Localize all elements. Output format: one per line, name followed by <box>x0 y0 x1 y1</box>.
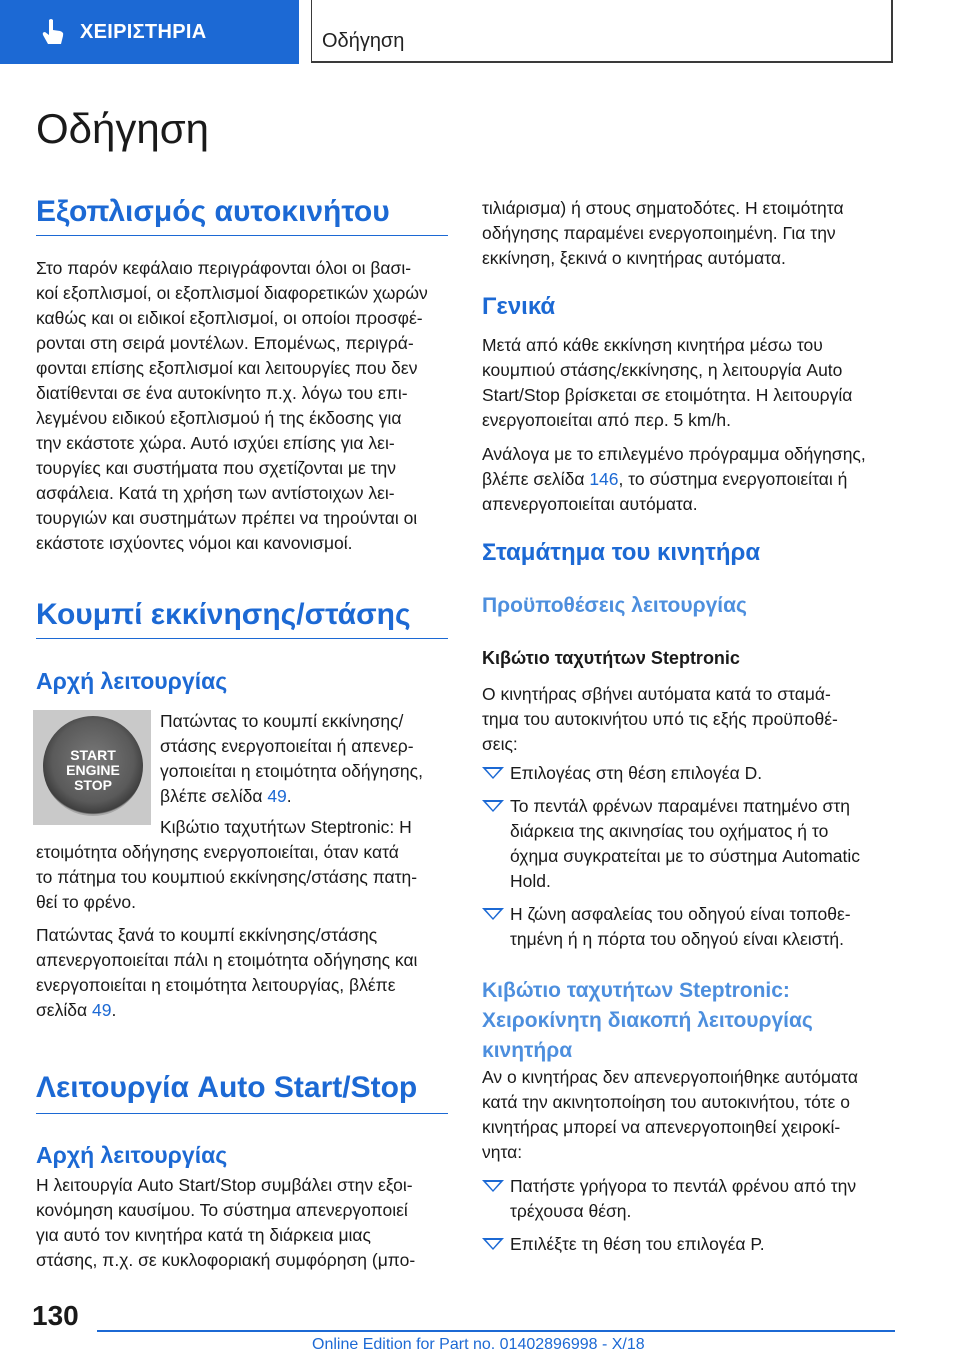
text-line: ρονται στη σειρά μοντέλων. Επομένως, περιγρά- <box>36 333 414 353</box>
button-label-line: STOP <box>74 777 112 793</box>
text-span: , το σύστημα ενεργοποιείται ή <box>618 469 848 489</box>
start-stop-button-image <box>33 710 151 825</box>
text-line: Το πεντάλ φρένων παραμένει πατημένο στη <box>510 796 850 816</box>
text-line: Η ζώνη ασφαλείας του οδηγού είναι τοποθε- <box>510 904 851 924</box>
text-line: διάρκεια της ακινησίας του οχήματος ή το <box>510 821 829 841</box>
page-link[interactable]: 49 <box>91 1000 112 1020</box>
triangle-bullet-icon <box>482 908 504 920</box>
text-line: τιλιάρισμα) ή στους σηματοδότες. Η ετοιμότητα <box>482 198 844 218</box>
text-line: φονται επίσης εξοπλισμοί και λειτουργίες που δεν <box>36 358 418 378</box>
text-line: λεγμένου ειδικού εξοπλισμού ή της έκδοσης για <box>36 408 402 428</box>
button-label <box>43 748 143 793</box>
text-span: . <box>286 786 292 806</box>
section-rule <box>36 1113 448 1114</box>
text-line: τημένη ή η πόρτα του οδηγού είναι κλειστή. <box>510 929 844 949</box>
text-line: στάσης, π.χ. σε κυκλοφοριακή συμφόρηση (μπο- <box>36 1250 416 1270</box>
text-line: τρέχουσα θέση. <box>510 1201 632 1221</box>
text-line: ασφάλεια. Κατά τη χρήση των αντίστοιχων λει- <box>36 483 395 503</box>
steptronic-paragraph-first <box>160 815 460 840</box>
text-line: διατίθενται σε ένα αυτοκίνητο π.χ. λόγω του επι- <box>36 383 408 403</box>
continued-paragraph <box>482 196 902 271</box>
text-line: Ο κινητήρας σβήνει αυτόματα κατά το σταμά- <box>482 684 831 704</box>
text-span: . <box>111 1000 117 1020</box>
text-line: απενεργοποιείται πάλι η ετοιμότητα οδήγησης και <box>36 950 418 970</box>
text-line: νητα: <box>482 1142 523 1162</box>
list-item <box>482 1232 902 1257</box>
list-item <box>482 794 902 894</box>
text-line: γοποιείται η ετοιμότητα οδήγησης, <box>160 761 423 781</box>
text-line: τουργιών και συστημάτων πρέπει να τηρούνται οι <box>36 508 418 528</box>
text-line: Αν ο κινητήρας δεν απενεργοποιήθηκε αυτόματα <box>482 1067 858 1087</box>
text-line: στάσης ενεργοποιείται ή απενερ- <box>160 736 414 756</box>
text-line: Πατώντας το κουμπί εκκίνησης/ <box>160 711 404 731</box>
text-line: σεις: <box>482 734 518 754</box>
footer-rule <box>97 1330 895 1332</box>
text-line: Στο παρόν κεφάλαιο περιγράφονται όλοι οι βασι- <box>36 258 412 278</box>
text-line: οδήγησης παραμένει ενεργοποιημένη. Για την <box>482 223 836 243</box>
section-title-auto-start-stop: Λειτουργία Auto Start/Stop <box>36 1071 418 1104</box>
text-line: Επιλέξτε τη θέση του επιλογέα P. <box>510 1234 765 1254</box>
section-title-equipment: Εξοπλισμός αυτοκινήτου <box>36 195 390 228</box>
drive-program-paragraph <box>482 442 902 517</box>
list-item <box>482 902 902 952</box>
text-line: ενεργοποιείται από περ. 5 km/h. <box>482 410 731 430</box>
text-span: βλέπε σελίδα <box>160 786 268 806</box>
text-line: Κιβώτιο ταχυτήτων Steptronic: Η <box>160 817 412 837</box>
page-number: 130 <box>32 1300 79 1331</box>
text-line: κατά την ακινητοποίηση του αυτοκινήτου, τότε ο <box>482 1092 850 1112</box>
conditions-paragraph <box>482 682 902 757</box>
subsection-title-principle: Αρχή λειτουργίας <box>36 668 228 694</box>
text-line <box>482 467 902 492</box>
text-line: Πατώντας ξανά το κουμπί εκκίνησης/στάσης <box>36 925 378 945</box>
breadcrumb <box>311 0 893 63</box>
subsection-title-engine-stop: Σταμάτημα του κινητήρα <box>482 539 761 566</box>
auto-start-stop-paragraph <box>36 1173 456 1273</box>
text-line: κουμπιού στάσης/εκκίνησης, η λειτουργία Auto <box>482 360 843 380</box>
section-tab[interactable] <box>0 0 299 64</box>
press-again-paragraph <box>36 923 456 1023</box>
text-line: θεί το φρένο. <box>36 892 136 912</box>
text-line: Η λειτουργία Auto Start/Stop συμβάλει στην εξοι- <box>36 1175 413 1195</box>
edition-text: Online Edition for Part no. 01402896998 - X/18 <box>312 1336 645 1353</box>
text-line <box>36 998 456 1023</box>
text-line: καθώς και οι ειδικοί εξοπλισμοί, οι οποίοι προσφέ- <box>36 308 423 328</box>
general-paragraph <box>482 333 902 433</box>
subsection-title-manual-stop <box>482 976 813 1066</box>
hand-pointer-icon <box>40 18 66 46</box>
triangle-bullet-icon <box>482 1180 504 1192</box>
heading-line: Κιβώτιο ταχυτήτων Steptronic: <box>482 979 790 1002</box>
section-rule <box>36 235 448 236</box>
manual-stop-paragraph <box>482 1065 902 1165</box>
subsection-title-general: Γενικά <box>482 293 556 320</box>
steptronic-paragraph-rest <box>36 840 456 915</box>
list-item <box>482 761 902 786</box>
text-line: Μετά από κάθε εκκίνηση κινητήρα μέσω του <box>482 335 823 355</box>
text-line: τημα του αυτοκινήτου υπό τις εξής προϋποθέ- <box>482 709 838 729</box>
subsection-title-conditions: Προϋποθέσεις λειτουργίας <box>482 594 747 617</box>
text-line: ετοιμότητα οδήγησης ενεργοποιείται, όταν κατά <box>36 842 399 862</box>
text-line: τουργίες και συστήματα που σχετίζονται με την <box>36 458 397 478</box>
steptronic-label: Κιβώτιο ταχυτήτων Steptronic <box>482 648 740 668</box>
triangle-bullet-icon <box>482 1238 504 1250</box>
button-label-line: START <box>70 747 116 763</box>
text-line: κινητήρας μπορεί να απενεργοποιηθεί χειροκί- <box>482 1117 841 1137</box>
section-rule <box>36 638 448 639</box>
section-tab-label: ΧΕΙΡΙΣΤΗΡΙΑ <box>80 20 207 43</box>
section-title-start-stop-button: Κουμπί εκκίνησης/στάσης <box>36 598 411 631</box>
heading-line: Χειροκίνητη διακοπή λειτουργίας <box>482 1009 813 1032</box>
subsection-title-principle: Αρχή λειτουργίας <box>36 1142 228 1168</box>
text-line: ενεργοποιείται η ετοιμότητα λειτουργίας, βλέπε <box>36 975 396 995</box>
button-label-line: ENGINE <box>66 762 120 778</box>
text-line: Πατήστε γρήγορα το πεντάλ φρένου από την <box>510 1176 857 1196</box>
start-button-paragraph <box>160 709 460 809</box>
page-link[interactable]: 146 <box>589 469 619 489</box>
text-line: Hold. <box>510 871 551 891</box>
list-item <box>482 1174 902 1224</box>
text-line: όχημα συγκρατείται με το σύστημα Automatic <box>510 846 861 866</box>
heading-line: κινητήρα <box>482 1039 573 1062</box>
triangle-bullet-icon <box>482 767 504 779</box>
page-title: Οδήγηση <box>36 105 210 152</box>
text-line: Επιλογέας στη θέση επιλογέα D. <box>510 763 763 783</box>
text-line: εκάστοτε ισχύοντες νόμοι και κανονισμοί. <box>36 533 353 553</box>
equipment-paragraph <box>36 256 456 556</box>
text-line: κοί εξοπλισμοί, οι εξοπλισμοί διαφορετικών χωρών <box>36 283 428 303</box>
text-line: κονόμηση καυσίμου. Το σύστημα απενεργοποιεί <box>36 1200 408 1220</box>
text-line: Ανάλογα με το επιλεγμένο πρόγραμμα οδήγησης, <box>482 444 866 464</box>
text-line: την εκάστοτε χώρα. Αυτό ισχύει επίσης για λει- <box>36 433 395 453</box>
text-span: σελίδα <box>36 1000 92 1020</box>
text-line: Start/Stop βρίσκεται σε ετοιμότητα. Η λειτουργία <box>482 385 853 405</box>
text-line: εκκίνηση, ξεκινά ο κινητήρας αυτόματα. <box>482 248 786 268</box>
page-link[interactable]: 49 <box>267 786 287 806</box>
triangle-bullet-icon <box>482 800 504 812</box>
text-line: για αυτό τον κινητήρα κατά τη διάρκεια μιας <box>36 1225 371 1245</box>
breadcrumb-label: Οδήγηση <box>322 30 405 52</box>
text-line: απενεργοποιείται αυτόματα. <box>482 494 698 514</box>
text-line: το πάτημα του κουμπιού εκκίνησης/στάσης πατη- <box>36 867 418 887</box>
text-span: βλέπε σελίδα <box>482 469 590 489</box>
text-line <box>160 784 460 809</box>
